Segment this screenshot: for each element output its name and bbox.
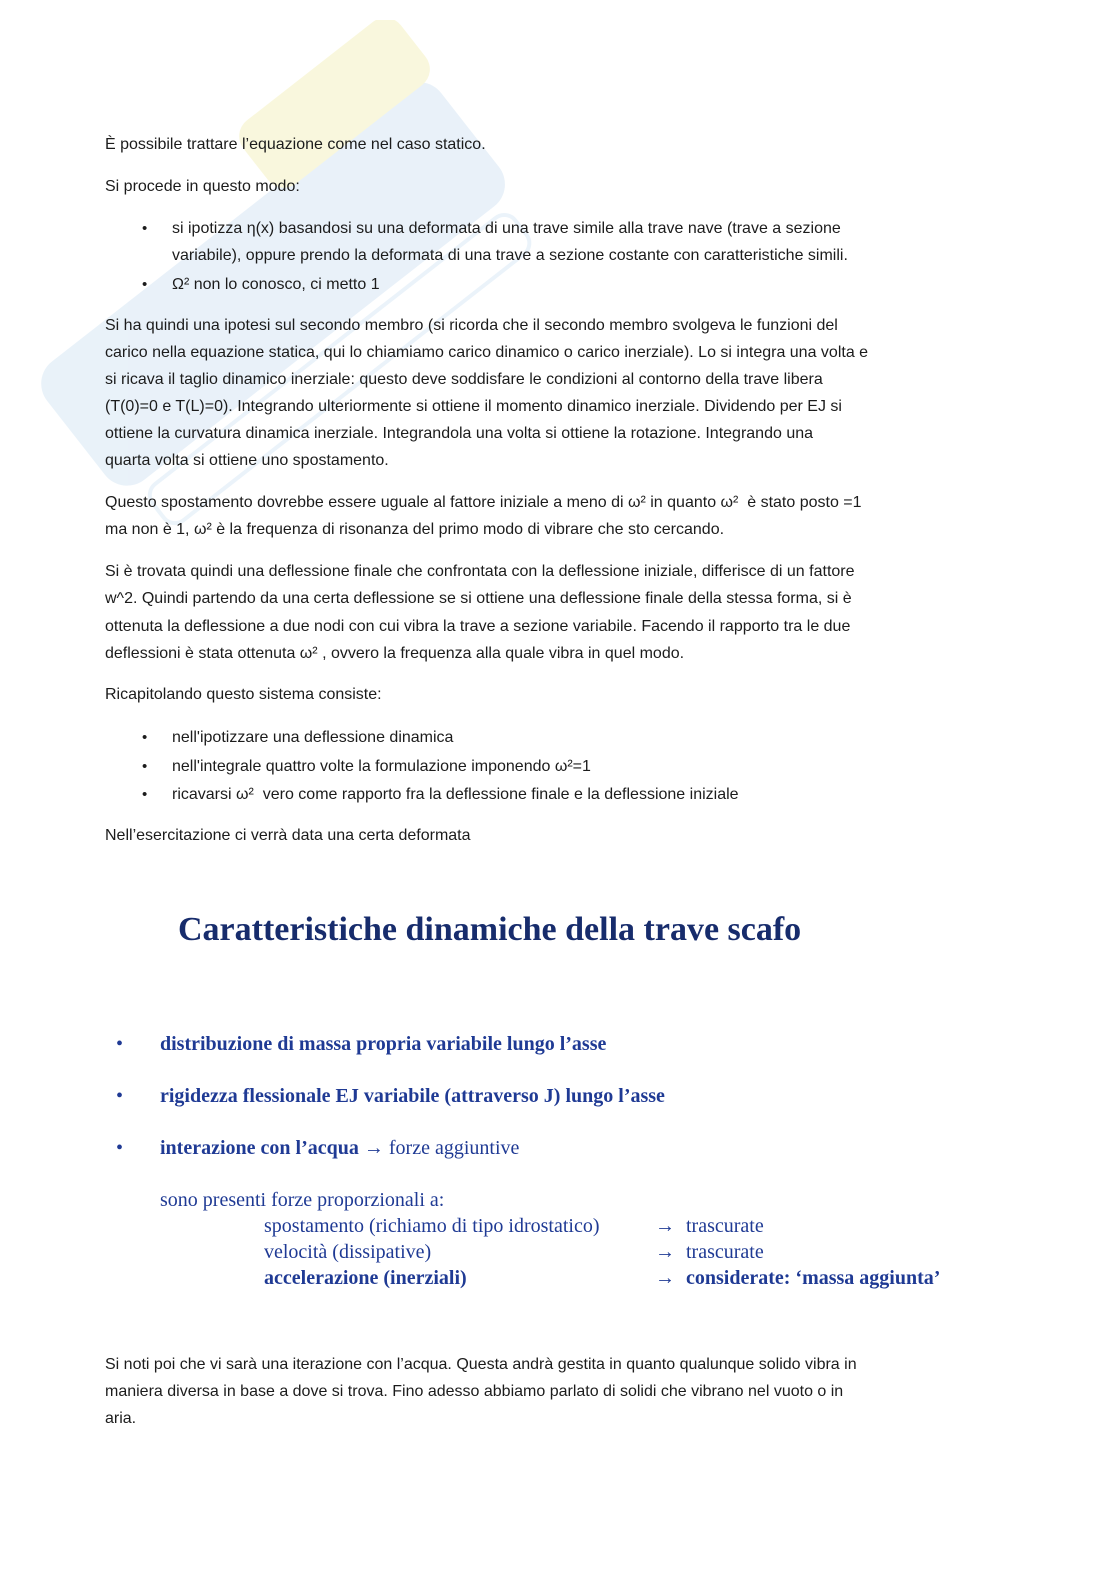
text-line: Questo spostamento dovrebbe essere uguale al fattore iniziale a meno di ω² in quanto ω² è stato posto =1 xyxy=(105,494,862,511)
summary-list xyxy=(105,724,739,810)
force-result: trascurate xyxy=(686,1241,764,1263)
paragraph-intro xyxy=(105,131,486,158)
list-item xyxy=(105,215,848,269)
text-line: aria. xyxy=(105,1410,137,1427)
text-line: nell'ipotizzare una deflessione dinamica xyxy=(172,729,454,746)
bullet-icon: • xyxy=(116,1033,124,1055)
slide-bullet-text: interazione con l’acqua xyxy=(160,1137,359,1159)
text-line: nell'integrale quattro volte la formulazione imponendo ω²=1 xyxy=(172,757,591,775)
text-line: si ipotizza η(x) basandosi su una deformata di una trave simile alla trave nave (trave a sezione xyxy=(172,220,841,237)
paragraph-summary-intro xyxy=(105,681,382,708)
watermark-yellow-band xyxy=(231,20,438,196)
text-line: Si noti poi che vi sarà una iterazione con l’acqua. Questa andrà gestita in quanto qualunque solido vibra in xyxy=(105,1356,857,1373)
text-line: deflessioni è stata ottenuta ω² , ovvero la frequenza alla quale vibra in quel modo. xyxy=(105,644,685,662)
force-row xyxy=(0,1213,1116,1239)
paragraph-deflection xyxy=(105,558,855,667)
forces-intro: sono presenti forze proporzionali a: xyxy=(160,1189,445,1211)
force-row xyxy=(0,1265,1116,1291)
text-line: Si procede in questo modo: xyxy=(105,178,300,195)
text-line: variabile), oppure prendo la deformata di una trave a sezione costante con caratteristiche simili. xyxy=(172,247,848,264)
text-line: Nell’esercitazione ci verrà data una certa deformata xyxy=(105,827,471,844)
text-line: È possibile trattare l’equazione come nel caso statico. xyxy=(105,136,486,153)
arrow-right-icon: → xyxy=(655,1267,675,1289)
text-line: ottiene la curvatura dinamica inerziale. Integrandola una volta si ottiene la rotazione. Integrando una xyxy=(105,425,814,442)
text-line: ma non è 1, ω² è la frequenza di risonanza del primo modo di vibrare che sto cercando. xyxy=(105,521,725,538)
paragraph-hypothesis xyxy=(105,312,868,474)
paragraph-exercise xyxy=(105,822,471,849)
text-line: Si è trovata quindi una deflessione finale che confrontata con la deflessione iniziale, differisce di un fattore xyxy=(105,563,855,580)
text-line: ottenuta la deflessione a due nodi con cui vibra la trave a sezione variabile. Facendo il rapporto tra le due xyxy=(105,617,851,635)
text-line: quarta volta si ottiene uno spostamento. xyxy=(105,452,389,469)
arrow-right-icon: → xyxy=(655,1241,675,1263)
text-line: si ricava il taglio dinamico inerziale: questo deve soddisfare le condizioni al contorno della trave libera xyxy=(105,371,823,388)
slide-bullet-text: rigidezza flessionale EJ variabile (attraverso J) lungo l’asse xyxy=(160,1085,665,1107)
slide-bullet-item xyxy=(116,1030,607,1058)
force-cause: accelerazione (inerziali) xyxy=(264,1267,467,1289)
slide-bullet-note: → forze aggiuntive xyxy=(363,1137,520,1159)
list-item xyxy=(105,781,739,810)
force-result: considerate: ‘massa aggiunta’ xyxy=(686,1267,941,1289)
bullet-icon: • xyxy=(116,1085,124,1107)
bullet-icon: • xyxy=(142,786,148,803)
paragraph-procedure-intro xyxy=(105,173,300,200)
slide-title: Caratteristiche dinamiche della trave scafo xyxy=(178,911,802,948)
force-row xyxy=(0,1239,1116,1265)
procedure-list xyxy=(105,215,848,298)
force-result: trascurate xyxy=(686,1215,764,1237)
slide-bullet-item xyxy=(116,1082,665,1110)
bullet-icon: • xyxy=(142,276,148,293)
text-line: Ω² non lo conosco, ci metto 1 xyxy=(172,276,380,293)
slide-bullet-text: distribuzione di massa propria variabile lungo l’asse xyxy=(160,1033,607,1055)
list-item xyxy=(105,724,739,753)
text-line: Si ha quindi una ipotesi sul secondo membro (si ricorda che il secondo membro svolgeva le funzioni del xyxy=(105,317,838,334)
list-item xyxy=(105,271,848,298)
bullet-icon: • xyxy=(116,1137,124,1159)
paragraph-water-interaction xyxy=(105,1351,857,1432)
force-cause: velocità (dissipative) xyxy=(264,1241,432,1263)
bullet-icon: • xyxy=(142,729,148,746)
text-line: (T(0)=0 e T(L)=0). Integrando ulteriormente si ottiene il momento dinamico inerziale. Dividendo per EJ si xyxy=(105,398,842,415)
text-line: Ricapitolando questo sistema consiste: xyxy=(105,686,382,703)
arrow-right-icon: → xyxy=(655,1215,675,1237)
text-line: carico nella equazione statica, qui lo chiamiamo carico dinamico o carico inerziale). Lo si integra una volta e xyxy=(105,344,869,361)
list-item xyxy=(105,753,739,782)
text-line: w^2. Quindi partendo da una certa deflessione se si ottiene una deflessione finale della stessa forma, si è xyxy=(105,590,852,608)
text-line: ricavarsi ω² vero come rapporto fra la deflessione finale e la deflessione iniziale xyxy=(172,786,739,803)
bullet-icon: • xyxy=(142,757,148,775)
paragraph-displacement xyxy=(105,489,862,543)
force-cause: spostamento (richiamo di tipo idrostatico) xyxy=(264,1215,600,1237)
text-line: maniera diversa in base a dove si trova. Fino adesso abbiamo parlato di solidi che vibrano nel vuoto o in xyxy=(105,1383,844,1400)
bullet-icon: • xyxy=(142,220,148,237)
slide-bullet-item xyxy=(116,1134,520,1162)
